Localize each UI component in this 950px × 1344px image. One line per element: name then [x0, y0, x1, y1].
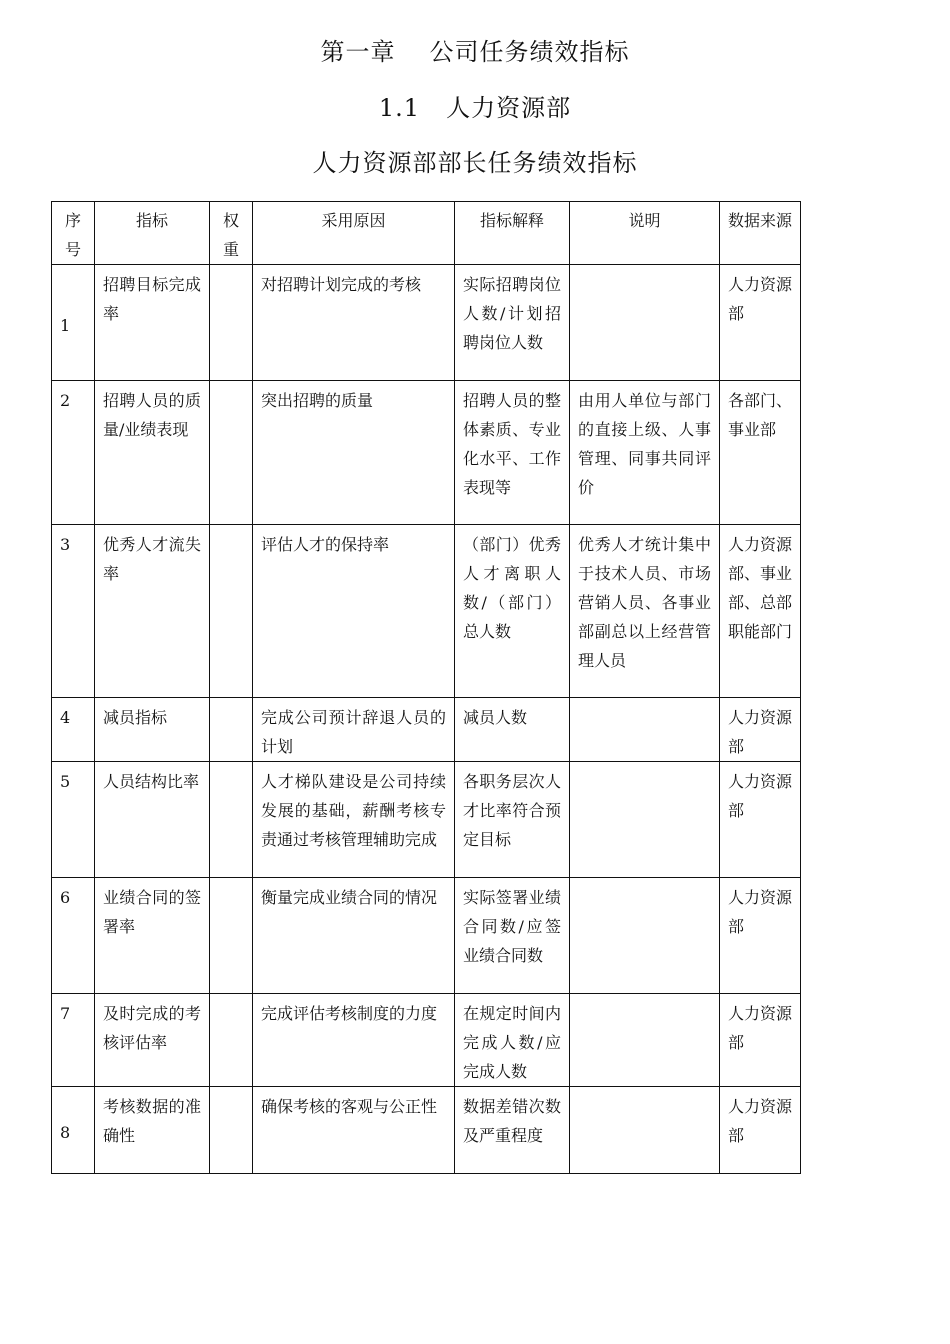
- weight-cell: [210, 878, 253, 994]
- row-number: 4: [52, 698, 95, 762]
- header-cell: 指标解释: [455, 202, 570, 265]
- explain-cell: （部门）优秀人才离职人数/（部门）总人数: [455, 525, 570, 698]
- row-number: 3: [52, 525, 95, 698]
- kpi-table: [51, 201, 801, 1174]
- table-row: [52, 525, 801, 698]
- table-row: [52, 265, 801, 381]
- source-cell: 人力资源部: [720, 762, 801, 878]
- explain-cell: 实际签署业绩合同数/应签业绩合同数: [455, 878, 570, 994]
- indicator-cell: 考核数据的准确性: [95, 1087, 210, 1174]
- indicator-cell: 减员指标: [95, 698, 210, 762]
- reason-cell: 衡量完成业绩合同的情况: [253, 878, 455, 994]
- explain-cell: 数据差错次数及严重程度: [455, 1087, 570, 1174]
- chapter-number: 第一章: [320, 38, 396, 66]
- header-cell: 说明: [570, 202, 720, 265]
- note-cell: [570, 1087, 720, 1174]
- indicator-cell: 招聘目标完成率: [95, 265, 210, 381]
- header-cell: 序号: [52, 202, 95, 265]
- indicator-cell: 优秀人才流失率: [95, 525, 210, 698]
- table-row: [52, 994, 801, 1087]
- note-cell: [570, 762, 720, 878]
- reason-cell: 对招聘计划完成的考核: [253, 265, 455, 381]
- explain-cell: 在规定时间内完成人数/应完成人数: [455, 994, 570, 1087]
- weight-cell: [210, 994, 253, 1087]
- note-cell: [570, 698, 720, 762]
- table-title: 人力资源部部长任务绩效指标: [312, 149, 638, 177]
- table-header-row: [52, 202, 801, 265]
- indicator-cell: 人员结构比率: [95, 762, 210, 878]
- chapter-title: 公司任务绩效指标: [429, 38, 630, 66]
- weight-cell: [210, 762, 253, 878]
- source-cell: 人力资源部: [720, 1087, 801, 1174]
- source-cell: 人力资源部: [720, 878, 801, 994]
- row-number: 1: [52, 265, 95, 381]
- table-row: [52, 381, 801, 525]
- source-cell: 各部门、事业部: [720, 381, 801, 525]
- source-cell: 人力资源部: [720, 698, 801, 762]
- row-number: 7: [52, 994, 95, 1087]
- reason-cell: 确保考核的客观与公正性: [253, 1087, 455, 1174]
- reason-cell: 评估人才的保持率: [253, 525, 455, 698]
- table-row: [52, 878, 801, 994]
- table-row: [52, 762, 801, 878]
- section-number: 1.1: [378, 94, 421, 122]
- table-row: [52, 1087, 801, 1174]
- header-cell: 采用原因: [253, 202, 455, 265]
- weight-cell: [210, 265, 253, 381]
- source-cell: 人力资源部: [720, 265, 801, 381]
- row-number: 5: [52, 762, 95, 878]
- note-cell: 由用人单位与部门的直接上级、人事管理、同事共同评价: [570, 381, 720, 525]
- note-cell: [570, 878, 720, 994]
- explain-cell: 实际招聘岗位人数/计划招聘岗位人数: [455, 265, 570, 381]
- reason-cell: 完成公司预计辞退人员的计划: [253, 698, 455, 762]
- reason-cell: 人才梯队建设是公司持续发展的基础，薪酬考核专责通过考核管理辅助完成: [253, 762, 455, 878]
- section-heading: [0, 88, 950, 123]
- note-cell: 优秀人才统计集中于技术人员、市场营销人员、各事业部副总以上经营管理人员: [570, 525, 720, 698]
- reason-cell: 突出招聘的质量: [253, 381, 455, 525]
- source-cell: 人力资源部、事业部、总部职能部门: [720, 525, 801, 698]
- weight-cell: [210, 1087, 253, 1174]
- note-cell: [570, 994, 720, 1087]
- note-cell: [570, 265, 720, 381]
- row-number: 6: [52, 878, 95, 994]
- header-cell: 权重: [210, 202, 253, 265]
- explain-cell: 各职务层次人才比率符合预定目标: [455, 762, 570, 878]
- explain-cell: 招聘人员的整体素质、专业化水平、工作表现等: [455, 381, 570, 525]
- weight-cell: [210, 381, 253, 525]
- row-number: 8: [52, 1087, 95, 1174]
- section-title: 人力资源部: [446, 94, 572, 122]
- weight-cell: [210, 698, 253, 762]
- table-row: [52, 698, 801, 762]
- reason-cell: 完成评估考核制度的力度: [253, 994, 455, 1087]
- chapter-heading: [0, 32, 950, 67]
- indicator-cell: 及时完成的考核评估率: [95, 994, 210, 1087]
- indicator-cell: 业绩合同的签署率: [95, 878, 210, 994]
- header-cell: 指标: [95, 202, 210, 265]
- indicator-cell: 招聘人员的质量/业绩表现: [95, 381, 210, 525]
- row-number: 2: [52, 381, 95, 525]
- weight-cell: [210, 525, 253, 698]
- header-cell: 数据来源: [720, 202, 801, 265]
- source-cell: 人力资源部: [720, 994, 801, 1087]
- explain-cell: 减员人数: [455, 698, 570, 762]
